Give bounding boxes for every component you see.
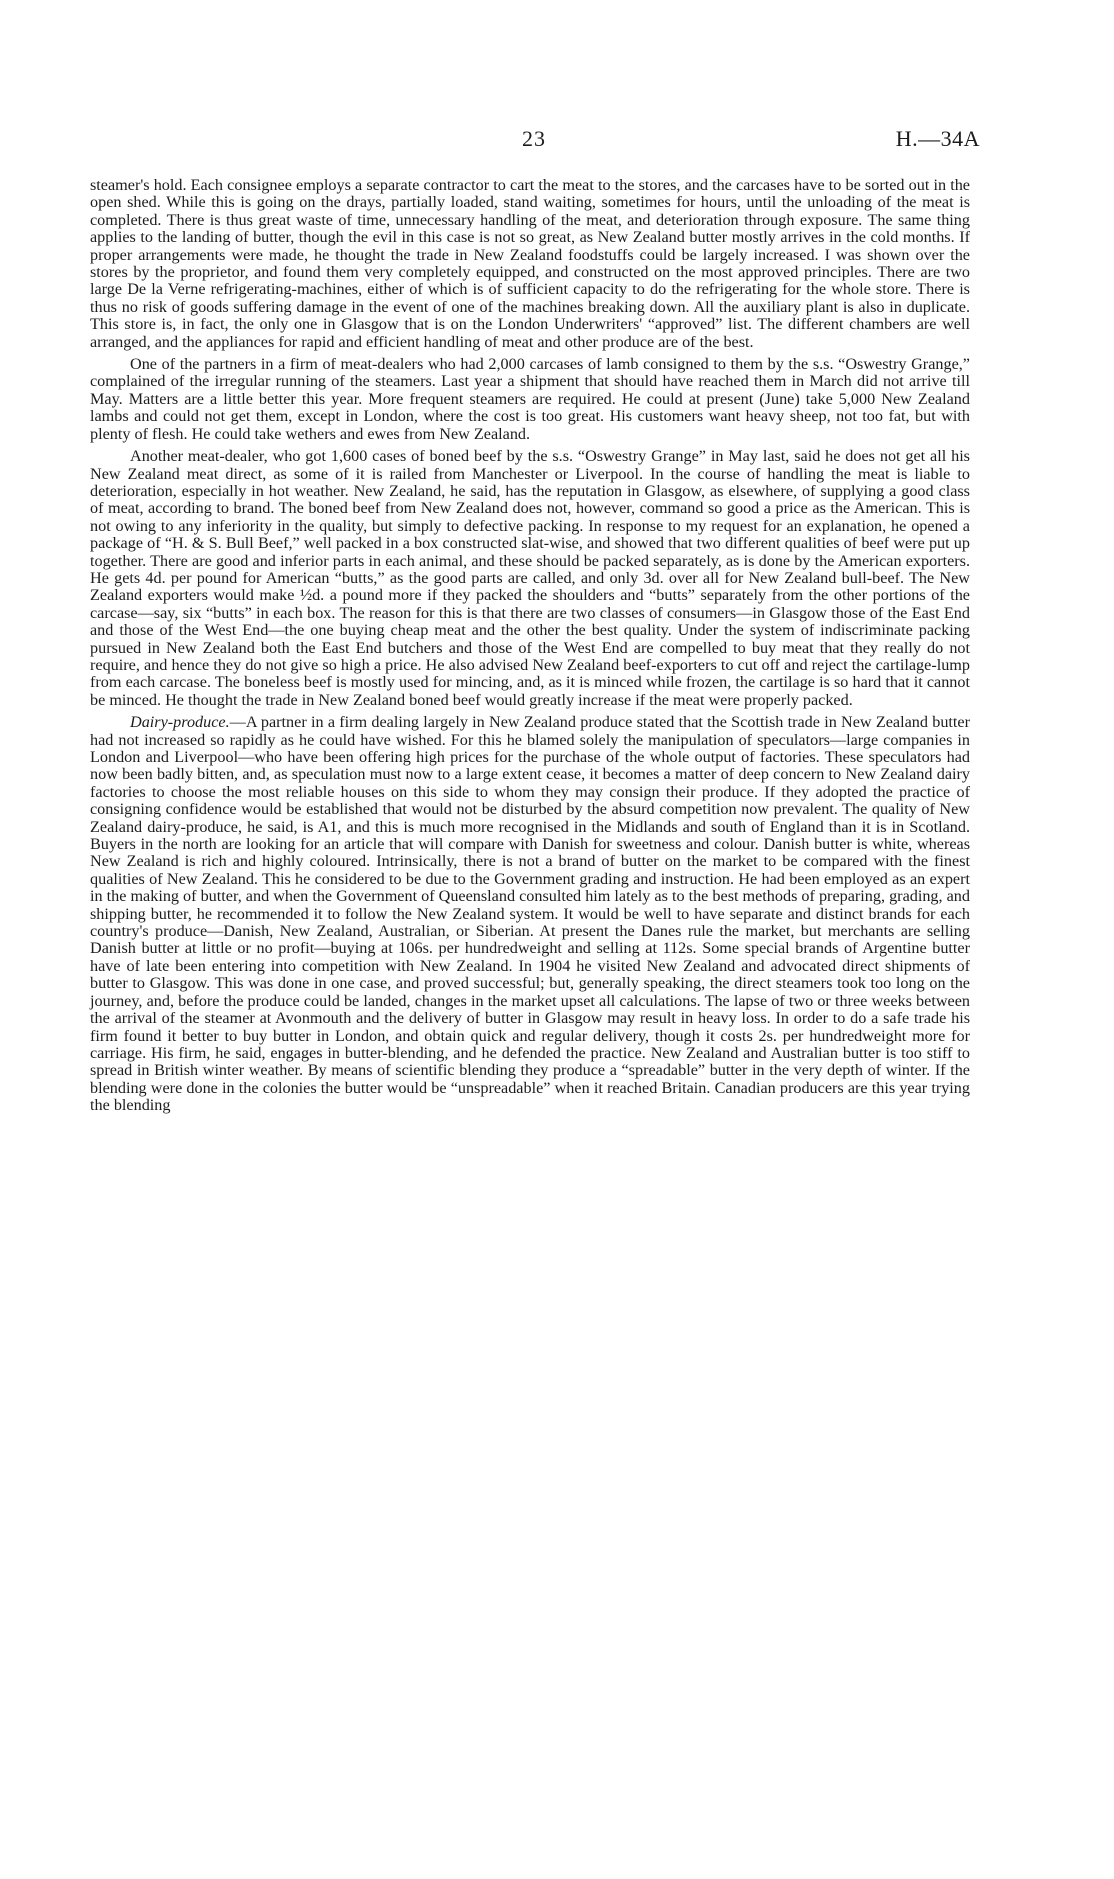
paragraph-boned-beef	[90, 448, 970, 709]
paragraph-cold-store	[90, 177, 970, 351]
document-reference: H.—34A	[895, 126, 980, 151]
section-heading-dairy-produce: Dairy-produce.	[130, 713, 230, 732]
paragraph-text: —A partner in a firm dealing largely in New Zealand produce stated that the Scottish trade in New Zealand butter had not increased so rapidly as he could have wished. For this he blamed solely the manipulation of speculators—large companies in London and Liverpool—who have been offering high prices for the purchase of the whole output of factories. These speculators had now been badly bitten, and, as speculation must now to a large extent cease, it becomes a matter of deep concern to New Zealand dairy factories to choose the most reliable houses on this side to whom they may consign their produce. If they adopted the practice of consigning confidence would be established that would not be disturbed by the absurd competition now prevalent. The quality of New Zealand dairy-produce, he said, is A1, and this is much more recognised in the Midlands and south of England than it is in Scotland. Buyers in the north are looking for an article that will compare with Danish for sweetness and colour. Danish butter is white, whereas New Zealand is rich and highly coloured. Intrinsically, there is not a brand of butter on the market to be compared with the finest qualities of New Zealand. This he considered to be due to the Government grading and instruction. He had been employed as an expert in the making of butter, and when the Government of Queensland consulted him lately as to the best methods of preparing, grading, and shipping butter, he recommended it to follow the New Zealand system. It would be well to have separate and distinct brands for each country's produce—Danish, New Zealand, Australian, or Siberian. At present the Danes rule the market, but merchants are selling Danish butter at little or no profit—buying at 106s. per hundredweight and selling at 112s. Some special brands of Argentine butter have of late been entering into competition with New Zealand. In 1904 he visited New Zealand and advocated direct shipments of butter to Glasgow. This was done in one case, and proved successful; but, generally speaking, the direct steamers took too long on the journey, and, before the produce could be landed, changes in the market upset all calculations. The lapse of two or three weeks between the arrival of the steamer at Avonmouth and the delivery of butter in Glasgow may result in heavy loss. In order to do a safe trade his firm found it better to buy butter in London, and obtain quick and regular delivery, though it costs 2s. per hundredweight more for carriage. His firm, he said, engages in butter-blending, and he defended the practice. New Zealand and Australian butter is too stiff to spread in British winter weather. By means of scientific blending they produce a “spreadable” butter in the very depth of winter. If the blending were done in the colonies the butter would be “unspreadable” when it reached Britain. Canadian producers are this year trying the blending	[90, 713, 970, 1115]
paragraph-text: Another meat-dealer, who got 1,600 cases of boned beef by the s.s. “Oswestry Grange” in May last, said he does not get all his New Zealand meat direct, as some of it is railed from Manchester or Liverpool. In the course of handling the meat is liable to deterioration, especially in hot weather. New Zealand, he said, has the reputation in Glasgow, as elsewhere, of supplying a good class of meat, according to brand. The boned beef from New Zealand does not, however, command so good a price as the American. This is not owing to any inferiority in the quality, but simply to defective packing. In response to my request for an explanation, he opened a package of “H. & S. Bull Beef,” well packed in a box constructed slat-wise, and showed that two different qualities of beef were put up together. There are good and inferior parts in each animal, and these should be packed separately, as is done by the American exporters. He gets 4d. per pound for American “butts,” as the good parts are called, and only 3d. over all for New Zealand bull-beef. The New Zealand exporters would make ½d. a pound more if they packed the shoulders and “butts” separately from the other portions of the carcase—say, six “butts” in each box. The reason for this is that there are two classes of consumers—in Glasgow those of the East End and those of the West End—the one buying cheap meat and the other the best quality. Under the system of indiscriminate packing pursued in New Zealand both the East End butchers and those of the West End are compelled to buy meat that they really do not require, and hence they do not give so high a price. He also advised New Zealand beef-exporters to cut off and reject the cartilage-lump from each carcase. The boneless beef is mostly used for mincing, and, as it is minced while frozen, the cartilage is so hard that it cannot be minced. He thought the trade in New Zealand boned beef would greatly increase if the meat were properly packed.	[90, 447, 970, 709]
paragraph-dairy-produce	[90, 714, 970, 1114]
paragraph-text: One of the partners in a firm of meat-dealers who had 2,000 carcases of lamb consigned to them by the s.s. “Oswestry Grange,” complained of the irregular running of the steamers. Last year a shipment that should have reached them in March did not arrive till May. Matters are a little better this year. More frequent steamers are required. He could at present (June) take 5,000 New Zealand lambs and could not get them, except in London, where the cost is too great. His customers want heavy sheep, not too fat, but with plenty of flesh. He could take wethers and ewes from New Zealand.	[90, 355, 970, 443]
paragraph-lamb-dealer	[90, 356, 970, 443]
report-text	[90, 177, 970, 1115]
page-number: 23	[522, 126, 546, 151]
paragraph-text: steamer's hold. Each consignee employs a separate contractor to cart the meat to the stores, and the carcases have to be sorted out in the open shed. While this is going on the drays, partially loaded, stand waiting, sometimes for hours, until the unloading of the meat is completed. There is thus great waste of time, unnecessary handling of the meat, and deterioration through exposure. The same thing applies to the landing of butter, though the evil in this case is not so great, as New Zealand butter mostly arrives in the cold months. If proper arrangements were made, he thought the trade in New Zealand foodstuffs could be largely increased. I was shown over the stores by the proprietor, and found them very completely equipped, and constructed on the most approved principles. There are two large De la Verne refrigerating-machines, either of which is of sufficient capacity to do the refrigerating for the whole store. There is thus no risk of goods suffering damage in the event of one of the machines breaking down. All the auxiliary plant is also in duplicate. This store is, in fact, the only one in Glasgow that is on the London Underwriters' “approved” list. The different chambers are well arranged, and the appliances for rapid and efficient handling of meat and other produce are of the best.	[90, 176, 970, 351]
